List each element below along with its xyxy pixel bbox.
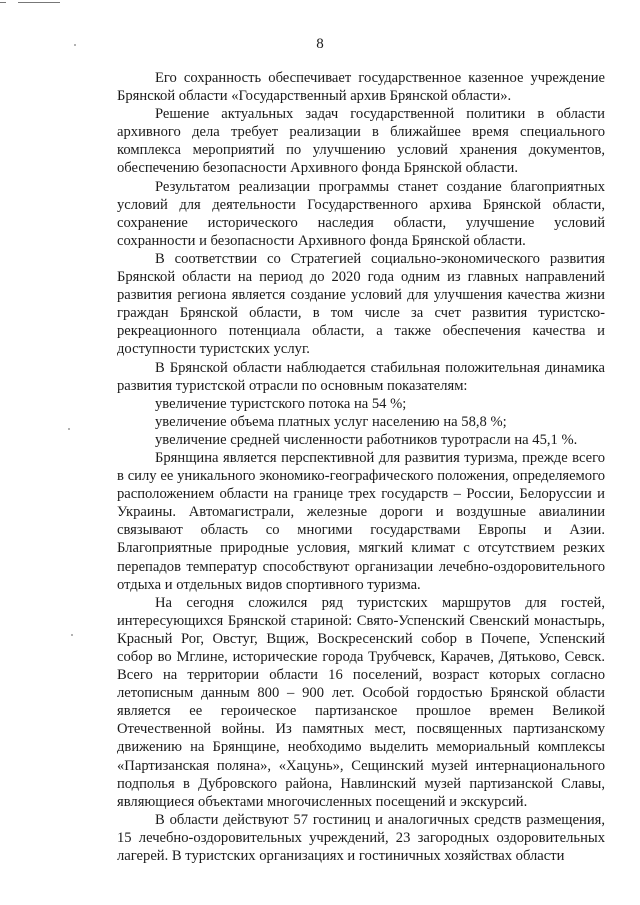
scan-speck [68, 428, 70, 430]
paragraph: На сегодня сложился ряд туристских маршрутов для гостей, интересующихся Брянской стариной: Свято-Успенский Свенский монастырь, Красный Рог, Овстуг, Вщиж, Воскресенский собор в Почепе, Успенский собор во Мглине, исторические города Трубчевск, Карачев, Дятьково, Севск. Всего на территории области 16 поселений, возраст которых согласно летописным данным 800 – 900 лет. Особой гордостью Брянской области является ее героическое партизанское прошлое времен Великой Отечественной войны. Из памятных мест, посвященных партизанскому движению на Брянщине, необходимо выделить мемориальный комплексы «Партизанская поляна», «Хацунь», Сещинский музей интернационального подполья в Дубровского района, Навлинский музей партизанской Славы, являющиеся объектами многочисленных посещений и экскурсий. [117, 594, 605, 810]
paragraph: Решение актуальных задач государственной политики в области архивного дела требует реализации в ближайшее время специального комплекса мероприятий по улучшению условий хранения документов, обеспечению безопасности Архивного фонда Брянской области. [117, 106, 605, 177]
scan-edge-mark [0, 2, 6, 3]
paragraph: В области действуют 57 гостиниц и аналогичных средств размещения, 15 лечебно-оздоровительных учреждений, 23 загородных оздоровительных лагерей. В туристских организациях и гостиничных хозяйствах области [117, 811, 605, 865]
paragraph: В Брянской области наблюдается стабильная положительная динамика развития туристской отрасли по основным показателям: [117, 359, 605, 394]
document-body [117, 69, 605, 865]
scan-edge-mark [18, 2, 60, 3]
list-item: увеличение туристского потока на 54 %; [155, 395, 407, 412]
list-item: увеличение средней численности работников туротрасли на 45,1 %. [155, 431, 578, 448]
list-item: увеличение объема платных услуг населению на 58,8 %; [155, 413, 507, 430]
paragraph: Его сохранность обеспечивает государственное казенное учреждение Брянской области «Государственный архив Брянской области». [117, 70, 605, 105]
scan-speck [71, 634, 73, 636]
paragraph: В соответствии со Стратегией социально-экономического развития Брянской области на период до 2020 года одним из главных направлений развития региона является создание условий для улучшения качества жизни граждан Брянской области, в том числе за счет развития туристско-рекреационного потенциала области, а также обеспечения качества и доступности туристских услуг. [117, 250, 605, 358]
page-number: 8 [316, 36, 324, 52]
paragraph: Результатом реализации программы станет создание благоприятных условий для деятельности Государственного архива Брянской области, сохранение исторического наследия области, улучшение условий сохранности и безопасности Архивного фонда Брянской области. [117, 178, 605, 249]
paragraph: Брянщина является перспективной для развития туризма, прежде всего в силу ее уникального экономико-географического положения, определяемого расположением области на границе трех государств – России, Белоруссии и Украины. Автомагистрали, железные дороги и воздушные авиалинии связывают область со многими государствами Европы и Азии. Благоприятные природные условия, мягкий климат с отсутствием резких перепадов температур способствуют организации лечебно-оздоровительного отдыха и отдельных видов спортивного туризма. [117, 449, 605, 593]
